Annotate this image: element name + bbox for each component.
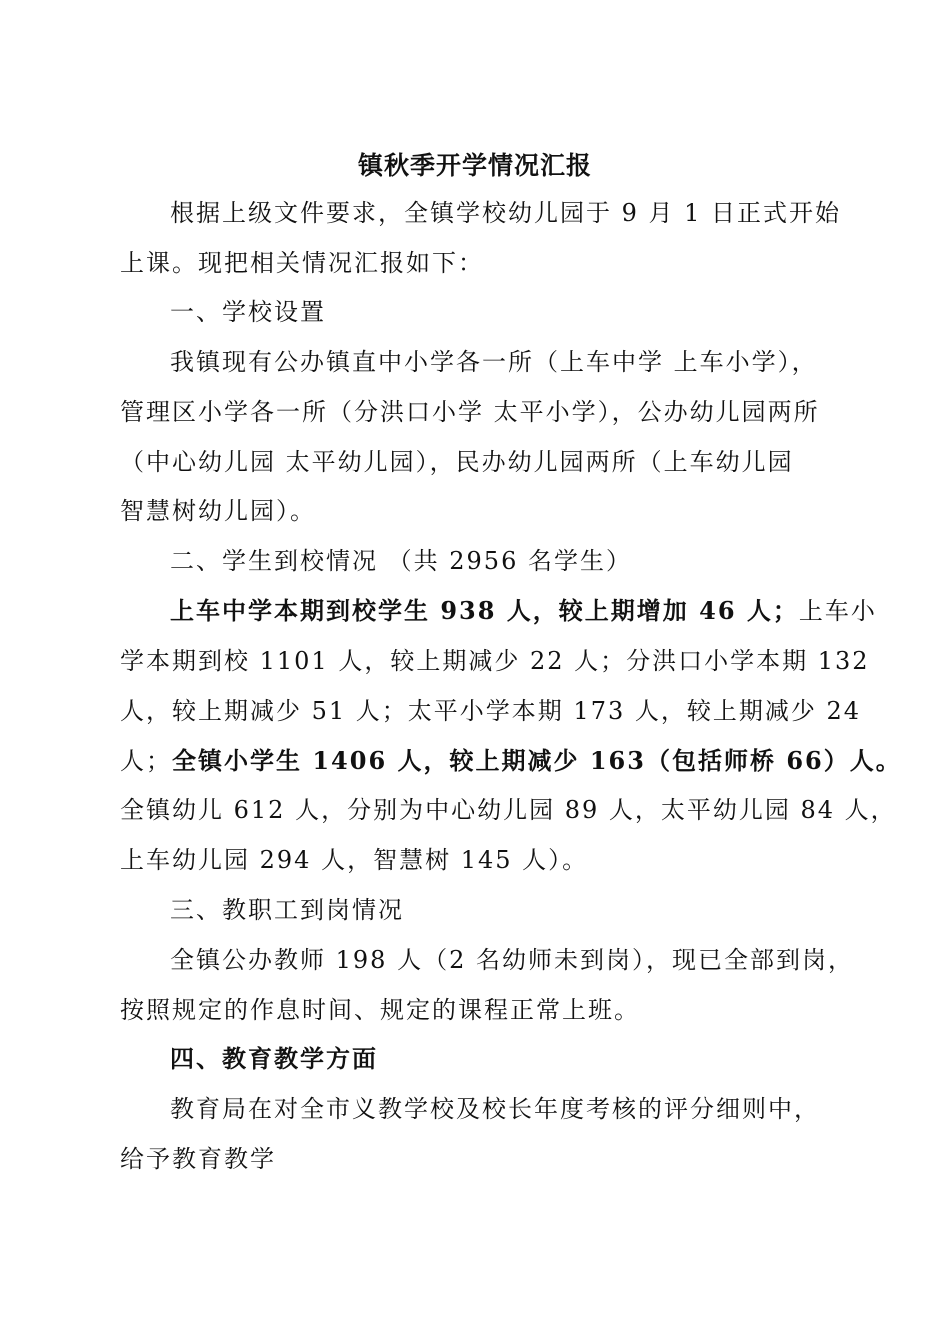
section-heading-teaching: 四、教育教学方面 [170,1044,378,1073]
paragraph-line: 按照规定的作息时间、规定的课程正常上班。 [120,996,640,1024]
paragraph-line: 给予教育教学 [120,1145,276,1173]
section-heading-staff: 三、教职工到岗情况 [170,896,404,924]
paragraph-line: 教育局在对全市义教学校及校长年度考核的评分细则中， [170,1095,820,1123]
paragraph-line: 上课。现把相关情况汇报如下： [120,249,484,277]
plain-text: 人； [120,747,172,775]
bold-text: 上车中学本期到校学生 938 人，较上期增加 46 人； [170,596,799,625]
paragraph-line [170,596,877,626]
paragraph-line: （中心幼儿园 太平幼儿园），民办幼儿园两所（上车幼儿园 [120,448,794,476]
plain-text: 上车小 [798,597,877,625]
paragraph-line: 管理区小学各一所（分洪口小学 太平小学），公办幼儿园两所 [120,398,820,426]
paragraph-line: 人，较上期减少 51 人；太平小学本期 173 人，较上期减少 24 [120,697,862,725]
paragraph-line: 全镇幼儿 612 人，分别为中心幼儿园 89 人，太平幼儿园 84 人， [120,796,897,824]
paragraph-line: 上车幼儿园 294 人，智慧树 145 人）。 [120,846,589,874]
paragraph-line: 根据上级文件要求，全镇学校幼儿园于 9 月 1 日正式开始 [170,199,842,227]
paragraph-line: 智慧树幼儿园）。 [120,497,316,525]
paragraph-line [120,746,902,776]
bold-text: 全镇小学生 1406 人，较上期减少 163（包括师桥 66）人。 [172,746,902,775]
paragraph-line: 全镇公办教师 198 人（2 名幼师未到岗），现已全部到岗， [170,946,854,974]
paragraph-line: 我镇现有公办镇直中小学各一所（上车中学 上车小学）， [170,348,818,376]
section-heading-students: 二、学生到校情况 （共 2956 名学生） [170,547,632,575]
paragraph-line: 学本期到校 1101 人，较上期减少 22 人；分洪口小学本期 132 [120,647,870,675]
section-heading-school-setup: 一、学校设置 [170,298,326,326]
document-title: 镇秋季开学情况汇报 [357,151,592,180]
